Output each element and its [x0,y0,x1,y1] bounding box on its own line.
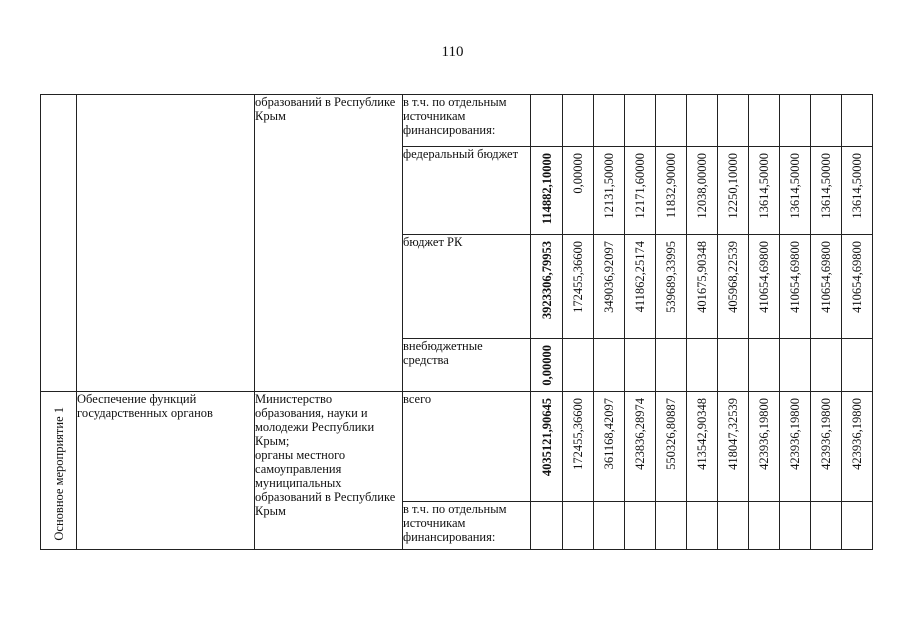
value-cell [531,502,563,550]
value-cell [749,95,780,147]
value-cell [811,502,842,550]
value-cell [625,392,656,502]
year-value: 349036,92097 [602,241,616,313]
event-name-cell: Обеспечение функций государственных органов [77,392,255,550]
value-cell [811,339,842,392]
year-value: 413542,90348 [695,398,709,470]
total-value: 114882,10000 [539,153,554,225]
value-cell [625,235,656,339]
value-cell [531,95,563,147]
year-value: 12250,10000 [726,153,740,219]
year-value: 410654,69800 [819,241,833,313]
value-cell [594,339,625,392]
value-cell [842,147,873,235]
value-cell [811,235,842,339]
value-cell [811,95,842,147]
value-cell [563,95,594,147]
funding-source-cell: в т.ч. по отдельным источникам финансирования: [403,95,531,147]
year-value: 539689,33995 [664,241,678,313]
value-cell [687,392,718,502]
value-cell [656,339,687,392]
value-cell [563,392,594,502]
year-value: 411862,25174 [633,241,647,313]
year-value: 405968,22539 [726,241,740,313]
event-label-cell [41,392,77,550]
value-cell [531,339,563,392]
table-row [41,95,873,147]
year-value: 410654,69800 [850,241,864,313]
value-cell [749,502,780,550]
year-value: 13614,50000 [757,153,771,219]
year-value: 11832,90000 [664,153,678,219]
value-cell [625,95,656,147]
year-value: 13614,50000 [788,153,802,219]
value-cell [780,147,811,235]
year-value: 423936,19800 [757,398,771,470]
value-cell [842,339,873,392]
event-label-cell [41,95,77,392]
value-cell [780,95,811,147]
value-cell [780,235,811,339]
value-cell [531,147,563,235]
year-value: 12131,50000 [602,153,616,219]
value-cell [842,235,873,339]
value-cell [687,147,718,235]
value-cell [531,235,563,339]
value-cell [780,339,811,392]
funding-source-cell: всего [403,392,531,502]
year-value: 418047,32539 [726,398,740,470]
value-cell [656,392,687,502]
year-value: 410654,69800 [757,241,771,313]
value-cell [842,392,873,502]
value-cell [842,95,873,147]
value-cell [780,502,811,550]
year-value: 172455,36600 [571,398,585,470]
value-cell [749,147,780,235]
total-value: 3923306,79953 [539,241,554,320]
year-value: 172455,36600 [571,241,585,313]
value-cell [563,147,594,235]
year-value: 423936,19800 [819,398,833,470]
year-value: 401675,90348 [695,241,709,313]
value-cell [625,147,656,235]
value-cell [656,95,687,147]
value-cell [687,95,718,147]
event-name-cell [77,95,255,392]
value-cell [718,95,749,147]
value-cell [656,502,687,550]
year-value: 13614,50000 [819,153,833,219]
executor-cell: Министерство образования, науки и молодежи Республики Крым; органы местного самоуправления муниципальных образований в Республике Крым [255,392,403,550]
year-value: 423836,28974 [633,398,647,470]
funding-source-cell: внебюджетные средства [403,339,531,392]
year-value: 410654,69800 [788,241,802,313]
funding-source-cell: бюджет РК [403,235,531,339]
total-value: 4035121,90645 [539,398,554,477]
value-cell [563,339,594,392]
value-cell [687,235,718,339]
value-cell [811,392,842,502]
funding-source-cell: федеральный бюджет [403,147,531,235]
value-cell [531,392,563,502]
value-cell [718,392,749,502]
value-cell [749,235,780,339]
year-value: 12171,60000 [633,153,647,219]
value-cell [780,392,811,502]
value-cell [594,392,625,502]
value-cell [687,339,718,392]
value-cell [718,339,749,392]
year-value: 423936,19800 [850,398,864,470]
value-cell [749,339,780,392]
value-cell [656,235,687,339]
year-value: 13614,50000 [850,153,864,219]
value-cell [656,147,687,235]
value-cell [594,147,625,235]
value-cell [718,147,749,235]
year-value: 550326,80887 [664,398,678,470]
page-number: 110 [441,44,464,60]
table-row [41,392,873,502]
value-cell [594,235,625,339]
value-cell [718,235,749,339]
value-cell [842,502,873,550]
value-cell [563,235,594,339]
total-value: 0,00000 [539,345,554,386]
value-cell [718,502,749,550]
value-cell [594,502,625,550]
value-cell [563,502,594,550]
value-cell [625,339,656,392]
value-cell [749,392,780,502]
event-label: Основное мероприятие 1 [51,407,66,541]
year-value: 423936,19800 [788,398,802,470]
year-value: 361168,42097 [602,398,616,470]
value-cell [811,147,842,235]
value-cell [687,502,718,550]
executor-cell: образований в Республике Крым [255,95,403,392]
year-value: 12038,00000 [695,153,709,219]
budget-table [40,94,873,550]
value-cell [625,502,656,550]
year-value: 0,00000 [571,153,585,194]
funding-source-cell: в т.ч. по отдельным источникам финансирования: [403,502,531,550]
value-cell [594,95,625,147]
